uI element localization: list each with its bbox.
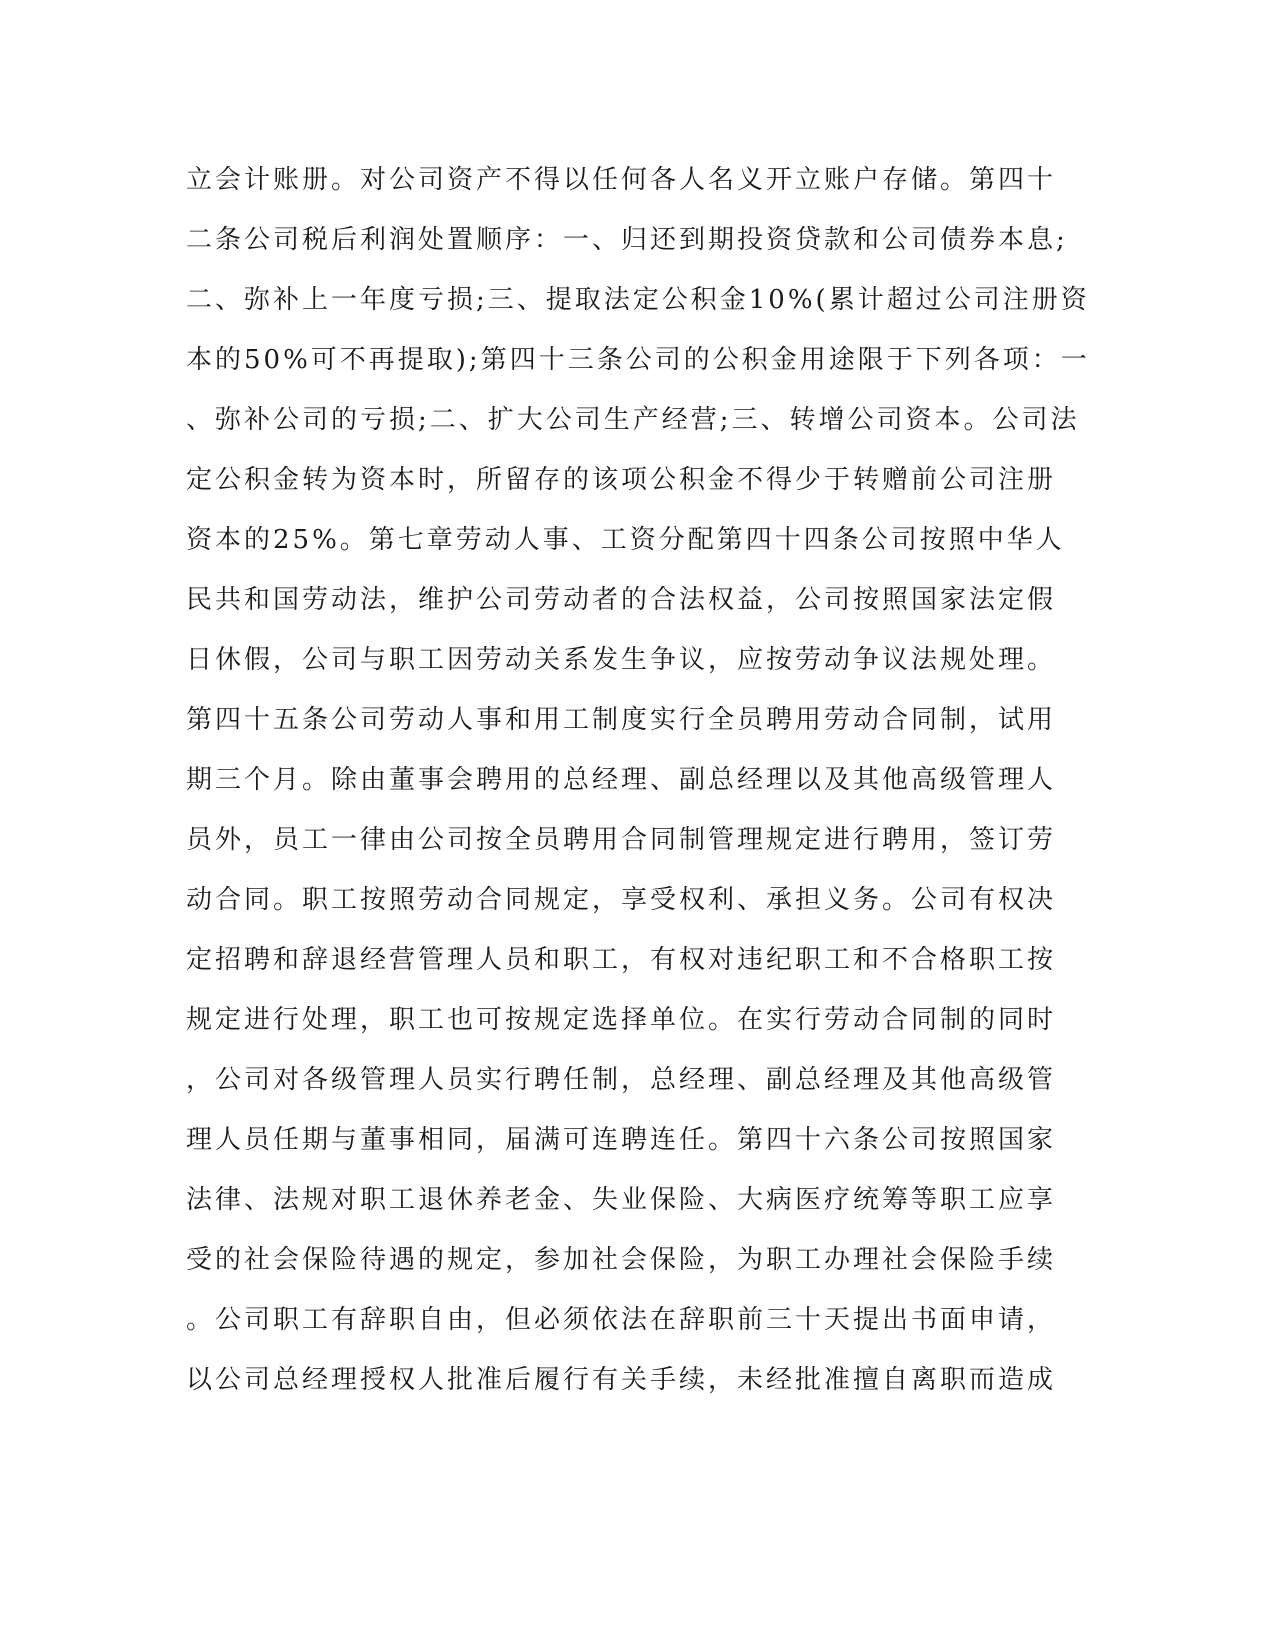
text-line: 以公司总经理授权人批准后履行有关手续，未经批准擅自离职而造成 [186, 1365, 1057, 1395]
text-line: 员外，员工一律由公司按全员聘用合同制管理规定进行聘用，签订劳 [186, 825, 1057, 855]
text-line: 民共和国劳动法，维护公司劳动者的合法权益，公司按照国家法定假 [186, 585, 1057, 615]
text-line: 法律、法规对职工退休养老金、失业保险、大病医疗统筹等职工应享 [186, 1185, 1057, 1215]
text-line: ，公司对各级管理人员实行聘任制，总经理、副总经理及其他高级管 [186, 1065, 1057, 1095]
text-line: 动合同。职工按照劳动合同规定，享受权利、承担义务。公司有权决 [186, 885, 1057, 915]
text-line: 期三个月。除由董事会聘用的总经理、副总经理以及其他高级管理人 [186, 765, 1057, 795]
text-line: 、弥补公司的亏损;二、扩大公司生产经营;三、转增公司资本。公司法 [186, 405, 1080, 435]
text-line: 本的50%可不再提取);第四十三条公司的公积金用途限于下列各项：一 [186, 345, 1090, 375]
text-line: 二条公司税后利润处置顺序：一、归还到期投资贷款和公司债券本息; [186, 225, 1068, 255]
text-line: 资本的25%。第七章劳动人事、工资分配第四十四条公司按照中华人 [186, 525, 1065, 555]
text-line: 定公积金转为资本时，所留存的该项公积金不得少于转赠前公司注册 [186, 465, 1057, 495]
text-line: 二、弥补上一年度亏损;三、提取法定公积金10%(累计超过公司注册资 [186, 285, 1090, 315]
text-line: 理人员任期与董事相同，届满可连聘连任。第四十六条公司按照国家 [186, 1125, 1057, 1155]
text-line: 。公司职工有辞职自由，但必须依法在辞职前三十天提出书面申请， [186, 1305, 1057, 1335]
text-line: 规定进行处理，职工也可按规定选择单位。在实行劳动合同制的同时 [186, 1005, 1057, 1035]
text-line: 受的社会保险待遇的规定，参加社会保险，为职工办理社会保险手续 [186, 1245, 1057, 1275]
text-line: 定招聘和辞退经营管理人员和职工，有权对违纪职工和不合格职工按 [186, 945, 1057, 975]
text-line: 立会计账册。对公司资产不得以任何各人名义开立账户存储。第四十 [186, 165, 1057, 195]
text-line: 日休假，公司与职工因劳动关系发生争议，应按劳动争议法规处理。 [186, 645, 1057, 675]
text-line: 第四十五条公司劳动人事和用工制度实行全员聘用劳动合同制，试用 [186, 705, 1057, 735]
